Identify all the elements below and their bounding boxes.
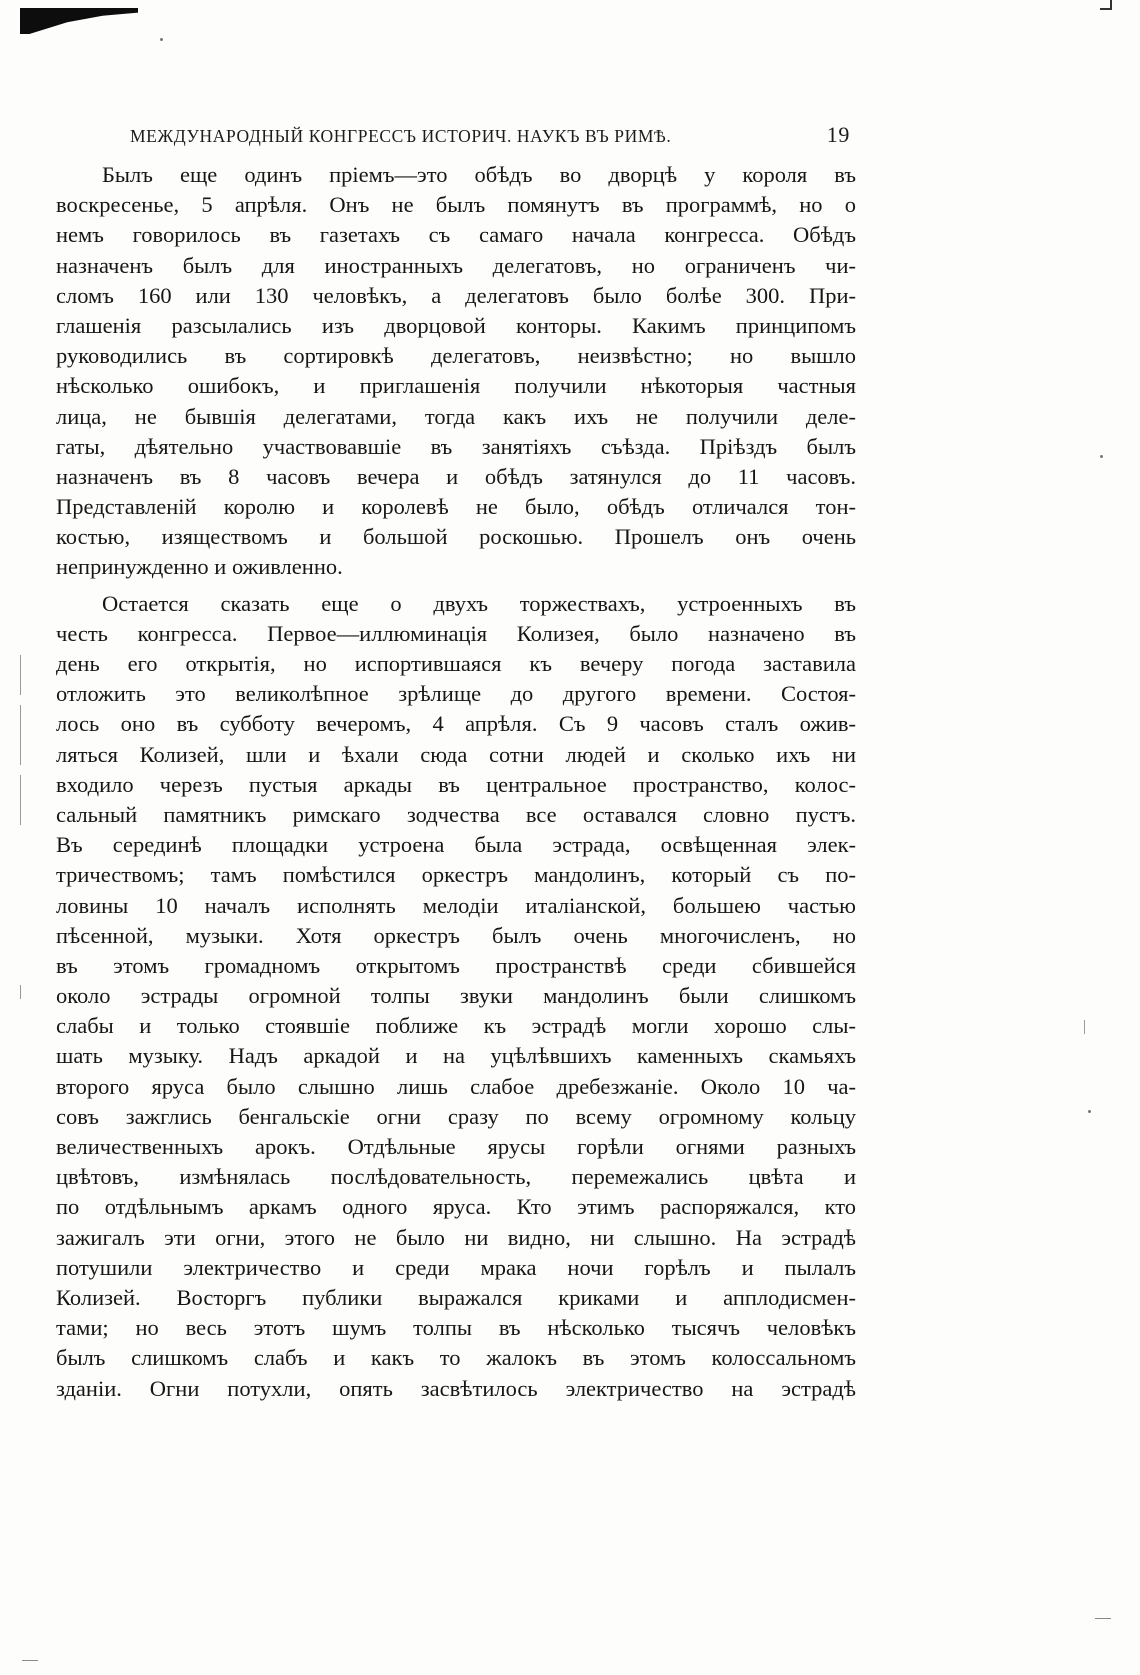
text-line: зажигалъ эти огни, этого не было ни видно, ни слышно. На эстрадѣ bbox=[56, 1224, 856, 1250]
text-line: совъ зажглись бенгальскіе огни сразу по всему огромному кольцу bbox=[56, 1103, 856, 1129]
paragraph bbox=[56, 160, 856, 583]
text-line: входило черезъ пустыя аркады въ центральное пространство, колос- bbox=[56, 771, 856, 797]
text-line: второго яруса было слышно лишь слабое дребезжаніе. Около 10 ча- bbox=[56, 1073, 856, 1099]
text-line: Въ серединѣ площадки устроена была эстрада, освѣщенная элек- bbox=[56, 832, 856, 858]
margin-tick bbox=[20, 705, 21, 765]
text-line: былъ слишкомъ слабъ и какъ то жалокъ въ этомъ колоссальномъ bbox=[56, 1345, 856, 1371]
text-line: ляться Колизей, шли и ѣхали сюда сотни людей и сколько ихъ ни bbox=[56, 741, 856, 767]
margin-dot bbox=[160, 38, 163, 41]
text-line: сальный памятникъ римскаго зодчества все оставался словно пустъ. bbox=[56, 801, 856, 827]
text-line: зданіи. Огни потухли, опять засвѣтилось электричество на эстрадѣ bbox=[56, 1375, 856, 1401]
margin-tick bbox=[20, 775, 21, 825]
text-line: шать музыку. Надъ аркадой и на уцѣлѣвшихъ каменныхъ скамьяхъ bbox=[56, 1043, 856, 1069]
margin-tick bbox=[20, 985, 21, 999]
scan-corner-mark bbox=[1100, 0, 1112, 10]
text-line: тами; но весь этотъ шумъ толпы въ нѣсколько тысячъ человѣкъ bbox=[56, 1315, 856, 1341]
text-line: отложить это великолѣпное зрѣлище до другого времени. Состоя- bbox=[56, 681, 856, 707]
text-line: потушили электричество и среди мрака ночи горѣлъ и пылалъ bbox=[56, 1254, 856, 1280]
text-line: тричествомъ; тамъ помѣстился оркестръ мандолинъ, который съ по- bbox=[56, 862, 856, 888]
running-head: МЕЖДУНАРОДНЫЙ КОНГРЕССЪ ИСТОРИЧ. НАУКЪ ВЪ РИМѢ. bbox=[130, 126, 672, 146]
text-line: немъ говорилось въ газетахъ съ самаго начала конгресса. Обѣдъ bbox=[56, 222, 856, 248]
text-line: лица, не бывшія делегатами, тогда какъ ихъ не получили деле- bbox=[56, 403, 856, 429]
page-number: 19 bbox=[826, 122, 850, 147]
margin-dash bbox=[22, 1660, 38, 1661]
text-line: гаты, дѣятельно участвовавшіе въ занятіяхъ съѣзда. Пріѣздъ былъ bbox=[56, 433, 856, 459]
text-line: Представленій королю и королевѣ не было, обѣдъ отличался тон- bbox=[56, 494, 856, 520]
text-line: нѣсколько ошибокъ, и приглашенія получили нѣкоторыя частныя bbox=[56, 373, 856, 399]
text-line: воскресенье, 5 апрѣля. Онъ не былъ помянутъ въ программѣ, но о bbox=[56, 192, 856, 218]
text-line: величественныхъ арокъ. Отдѣльные ярусы горѣли огнями разныхъ bbox=[56, 1134, 856, 1159]
text-line: Остается сказать еще о двухъ торжествахъ, устроенныхъ въ bbox=[102, 590, 856, 616]
text-line: глашенія разсылались изъ дворцовой конторы. Какимъ принципомъ bbox=[56, 312, 856, 338]
text-line: лось оно въ субботу вечеромъ, 4 апрѣля. Съ 9 часовъ сталъ ожив- bbox=[56, 711, 856, 737]
text-line: честь конгресса. Первое—иллюминація Колизея, было назначено въ bbox=[56, 620, 856, 646]
body-text bbox=[56, 160, 856, 1580]
text-line: назначенъ былъ для иностранныхъ делегатовъ, но ограниченъ чи- bbox=[56, 252, 856, 278]
text-line: пѣсенной, музыки. Хотя оркестръ былъ очень многочисленъ, но bbox=[56, 922, 856, 948]
text-line: ловины 10 началъ исполнять мелодіи италіанской, большею частью bbox=[56, 892, 856, 918]
text-line: назначенъ въ 8 часовъ вечера и обѣдъ затянулся до 11 часовъ. bbox=[56, 463, 856, 489]
paragraph bbox=[56, 589, 856, 1404]
page-header bbox=[130, 122, 850, 150]
margin-dot bbox=[1088, 1110, 1091, 1113]
margin-tick bbox=[20, 655, 21, 695]
margin-dash bbox=[1095, 1618, 1111, 1619]
margin-dot bbox=[1100, 455, 1103, 458]
text-line: день его открытія, но испортившаяся къ вечеру погода заставила bbox=[56, 651, 856, 676]
text-line: Колизей. Восторгъ публики выражался криками и апплодисмен- bbox=[56, 1284, 856, 1310]
text-line: слабы и только стоявшіе поближе къ эстрадѣ могли хорошо слы- bbox=[56, 1013, 856, 1039]
text-line: руководились въ сортировкѣ делегатовъ, неизвѣстно; но вышло bbox=[56, 343, 856, 369]
text-line: въ этомъ громадномъ открытомъ пространствѣ среди сбившейся bbox=[56, 952, 856, 978]
text-line: костью, изяществомъ и большой роскошью. Прошелъ онъ очень bbox=[56, 524, 856, 550]
text-line: по отдѣльнымъ аркамъ одного яруса. Кто этимъ распоряжался, кто bbox=[56, 1194, 856, 1220]
text-line: непринужденно и оживленно. bbox=[56, 554, 343, 580]
text-line: около эстрады огромной толпы звуки мандолинъ были слишкомъ bbox=[56, 983, 856, 1009]
scan-ink-blot bbox=[20, 8, 138, 34]
text-line: Былъ еще одинъ пріемъ—это обѣдъ во дворцѣ у короля въ bbox=[102, 162, 856, 187]
margin-tick bbox=[1084, 1020, 1085, 1034]
text-line: цвѣтовъ, измѣнялась послѣдовательность, перемежались цвѣта и bbox=[56, 1164, 856, 1190]
text-line: сломъ 160 или 130 человѣкъ, а делегатовъ было болѣе 300. При- bbox=[56, 282, 856, 308]
